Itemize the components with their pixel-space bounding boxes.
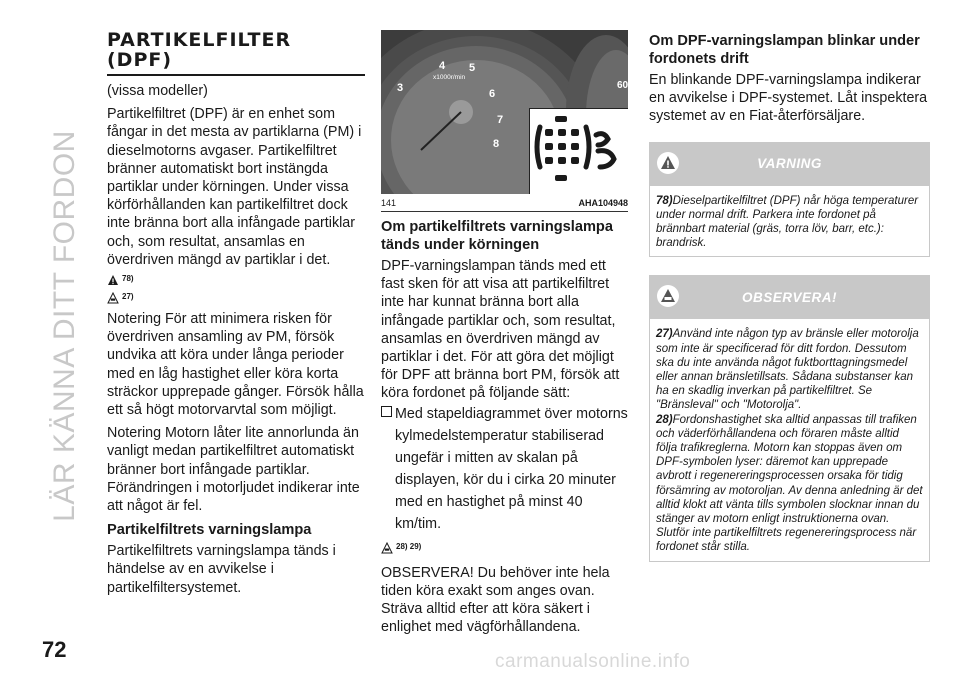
gauge-number-3: 3 — [397, 82, 404, 94]
paragraph-lamp-on: DPF-varningslampan tänds med ett fast sken för att visa att partikelfiltret inte har kunnat bränna bort alla infångade partiklar och, som resultat, ansamlas en överdriven mängd av partiklar i det. För att göra det möjligt för DPF att bränna bort PM, försök att köra fordonet på följande sätt: — [381, 258, 620, 402]
caution-banner — [649, 275, 930, 319]
gauge-number-4: 4 — [439, 60, 446, 72]
gauge-unit-label: x1000r/min — [433, 74, 466, 81]
warning-ref-number: 78) — [122, 274, 134, 284]
note-reference — [107, 292, 365, 308]
note-ref-numbers: 28) 29) — [396, 541, 422, 551]
car-note-icon — [107, 292, 119, 304]
paragraph-note-2: Notering Motorn låter lite annorlunda än vanligt medan partikelfiltret automatiskt bränner bort infångade partiklar. Förändringen i motorljudet indikerar inte att något är fel. — [107, 425, 360, 515]
gauge-number-5: 5 — [469, 62, 476, 74]
paragraph-note-1: Notering För att minimera risken för överdriven ansamling av PM, försök undvika att köra under långa perioder med en låg hastighet eller köra korta sträckor upprepade gånger. Försök hålla ett så högt motorvarvtal som möjligt. — [107, 311, 364, 419]
check-item-text: Med stapeldiagrammet över motorns kylmedelstemperatur stabiliserad ungefär i mitten av skalan på displayen, kör du i cirka 20 minuter med en hastighet på minst 40 km/tim. — [395, 405, 628, 532]
car-caution-icon — [657, 285, 679, 307]
column-right — [649, 32, 930, 562]
caution-label: OBSERVERA! — [741, 289, 837, 305]
section-title — [107, 30, 365, 76]
dashboard-figure — [381, 30, 628, 194]
caution-text-block-1 — [656, 327, 923, 412]
caution-box — [649, 319, 930, 561]
checkbox-bullet-icon — [381, 406, 392, 417]
caution-ref-2: 28) — [656, 413, 673, 426]
car-note-icon — [381, 542, 393, 554]
dpf-warning-icon — [530, 109, 628, 194]
gauge-number-8: 8 — [493, 138, 500, 150]
subheading-lamp-blink: Om DPF-varningslampan blinkar under fordonets drift — [649, 33, 920, 67]
check-item — [381, 403, 628, 540]
section-title-line2: (DPF) — [107, 49, 173, 71]
warning-ref: 78) — [656, 194, 673, 207]
paragraph-lamp-blink: En blinkande DPF-varningslampa indikerar en avvikelse i DPF-systemet. Låt inspektera systemet av en Fiat-återförsäljare. — [649, 72, 928, 125]
subheading-warning-lamp: Partikelfiltrets varningslampa — [107, 522, 312, 539]
warning-triangle-icon — [107, 274, 119, 286]
warning-text: Dieselpartikelfiltret (DPF) når höga temperaturer under normal drift. Parkera inte fordonet på brännbart material (gräs, torra löv, barr, etc.): brandrisk. — [656, 194, 919, 250]
chapter-title-text: LÄR KÄNNA DITT FORDON — [48, 130, 82, 522]
warning-triangle-icon — [657, 152, 679, 174]
gauge-number-7: 7 — [497, 114, 504, 126]
paragraph-observera: OBSERVERA! Du behöver inte hela tiden köra exakt som anges ovan. Sträva alltid efter att köra säkert i enlighet med vägförhållandena. — [381, 564, 610, 636]
warning-reference — [107, 274, 365, 290]
caution-text-2: Fordonshastighet ska alltid anpassas till trafiken och väderförhållandena och föraren måste alltid följa trafikreglerna. Motorn kan stoppas även om DPF-symbolen lyser: däremot kan upprepade avbrott i regenereringsprocessen orsaka för tidig försämring av motoroljan. Av denna anledning är det alltid klokt att vänta tills symbolen slocknar innan du stänger av motorn enligt instruktionerna ovan. Slutför inte partikelfiltrets regenereringsprocess när fordonet står stilla. — [656, 413, 923, 554]
note-ref-number: 27) — [122, 292, 134, 302]
column-middle — [381, 30, 628, 641]
figure-caption — [381, 198, 628, 212]
paragraph-intro: Partikelfiltret (DPF) är en enhet som fångar in det mesta av partiklarna (PM) i dieselmotorns avgaser. Partikelfiltret bränner automatiskt bort instängda partiklar under körningen. Under vissa körförhållanden kan partikelfiltret dock inte bränna bort alla infångade partiklar och, som resultat, ansamlas en överdriven mängd av partiklar i det. — [107, 106, 362, 268]
gauge-number-60: 60 — [617, 80, 628, 91]
figure-code: AHA104948 — [578, 198, 628, 208]
chapter-sidebar-title — [40, 26, 90, 626]
dpf-symbol-callout — [529, 108, 628, 194]
warning-box — [649, 186, 930, 258]
subheading-lamp-on: Om partikelfiltrets varningslampa tänds under körningen — [381, 219, 613, 253]
paragraph-warning-lamp: Partikelfiltrets varningslampa tänds i händelse av en avvikelse i partikelfiltersystemet. — [107, 543, 336, 596]
caution-ref-1: 27) — [656, 328, 673, 341]
warning-banner — [649, 142, 930, 186]
column-left — [107, 26, 365, 602]
warning-text-block — [656, 194, 923, 251]
figure-number: 141 — [381, 198, 397, 208]
note-references — [381, 542, 628, 558]
caution-text-block-2 — [656, 413, 923, 555]
watermark: carmanualsonline.info — [495, 651, 691, 672]
subtitle: (vissa modeller) — [107, 83, 208, 99]
page-number: 72 — [42, 637, 67, 662]
gauge-number-6: 6 — [489, 88, 496, 100]
caution-text-1: Använd inte någon typ av bränsle eller motorolja som inte är specificerad för ditt fordon. Dessutom ska du inte använda något fuktborttagningsmedel eller annan bränsletillsats. Sådana substanser kan ha en skadlig inverkan på partikelfiltret. Se "Bränsleval" och "Motorolja". — [656, 328, 919, 412]
warning-label: VARNING — [757, 156, 822, 172]
section-title-line1: PARTIKELFILTER — [107, 29, 292, 51]
